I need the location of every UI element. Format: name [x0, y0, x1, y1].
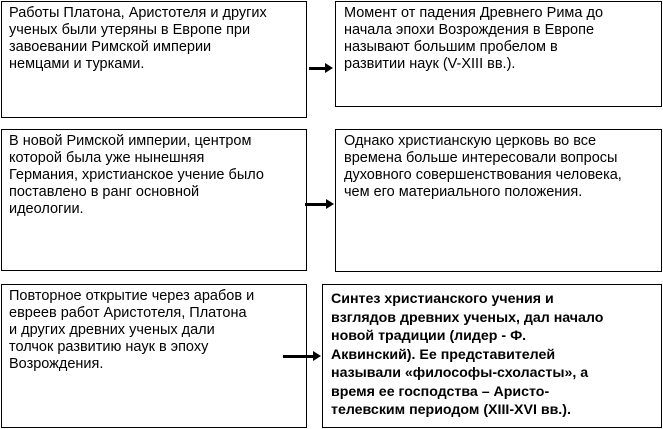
left-box-3 [1, 284, 307, 428]
left-box-1-text: Работы Платона, Аристотеля и других ученых были утеряны в Европе при завоевании Римской империи немцами и турками. [9, 5, 267, 72]
right-box-2-text: Однако христианскую церковь во все времена больше интересовали вопросы духовного совершенствования человека, чем его материального положения. [344, 133, 622, 200]
right-box-1 [335, 1, 662, 107]
left-box-2-text: В новой Римской империи, центром которой была уже нынешняя Германия, христианское учение было поставлено в ранг основной идеологии. [9, 133, 264, 217]
arrow-1 [309, 67, 326, 70]
right-box-1-text: Момент от падения Древнего Рима до начала эпохи Возрождения в Европе называют большим пробелом в развитии наук (V-XIII вв.). [344, 5, 604, 72]
arrow-2 [305, 203, 327, 206]
right-box-3 [322, 284, 662, 428]
right-box-2 [335, 129, 662, 272]
left-box-3-text: Повторное открытие через арабов и евреев работ Аристотеля, Платона и других древних ученых дали толчок развитию наук в эпоху Возрождения. [9, 288, 255, 372]
left-box-1 [1, 1, 307, 118]
right-box-3-text: Синтез христианского учения и взглядов древних ученых, дал начало новой традиции (лидер - Ф. Аквинский). Ее представителей называли «философы-схоласты», а время ее господства – Аристо- телевским периодом (XIII-XVI вв.). [331, 291, 604, 418]
left-box-2 [1, 129, 307, 271]
arrow-3 [283, 355, 314, 358]
